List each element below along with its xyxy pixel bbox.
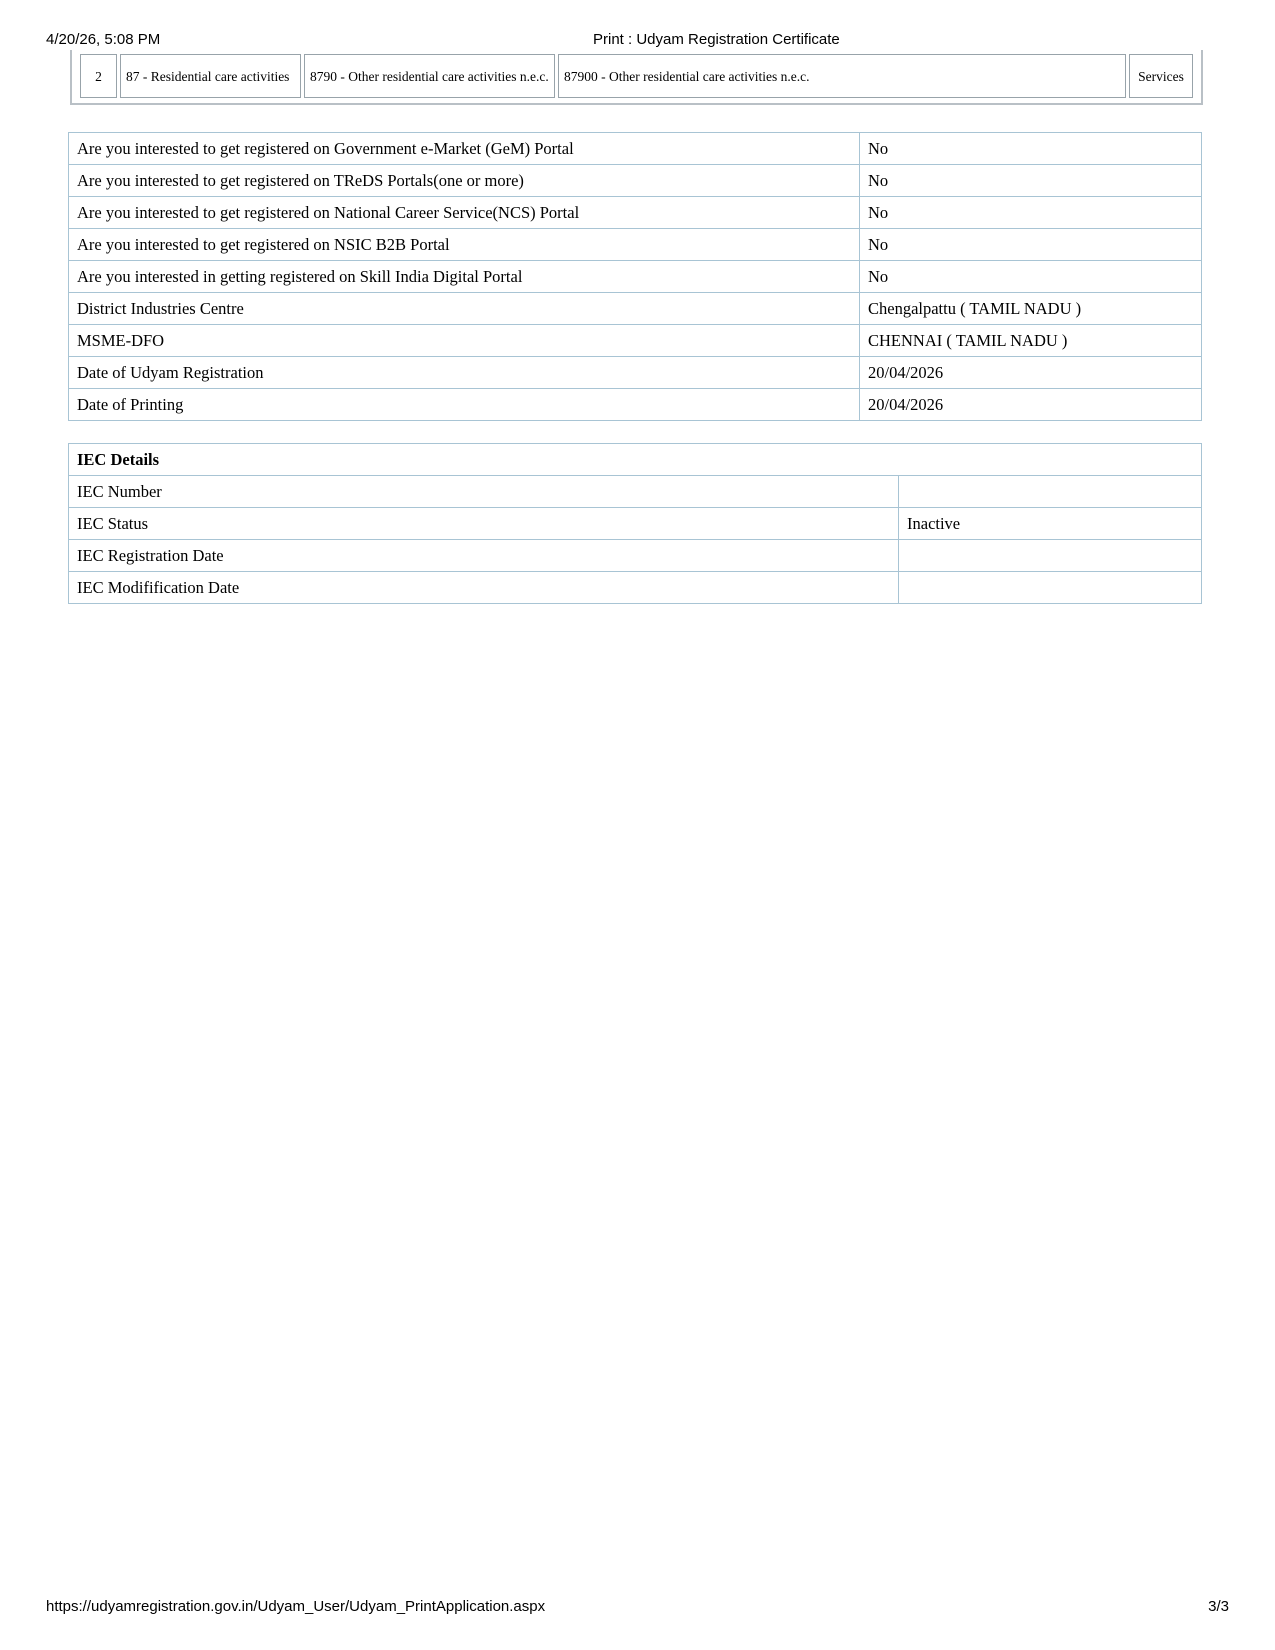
registration-details-table bbox=[68, 132, 1202, 421]
row-value: Inactive bbox=[899, 508, 1202, 540]
row-value: 20/04/2026 bbox=[860, 389, 1202, 421]
table-row bbox=[69, 165, 1202, 197]
row-value: No bbox=[860, 165, 1202, 197]
nic-activity-table bbox=[70, 50, 1203, 105]
row-value bbox=[899, 476, 1202, 508]
table-row bbox=[69, 357, 1202, 389]
row-label: Are you interested in getting registered on Skill India Digital Portal bbox=[69, 261, 860, 293]
table-row bbox=[69, 508, 1202, 540]
table-row bbox=[69, 389, 1202, 421]
table-row bbox=[69, 229, 1202, 261]
row-value bbox=[899, 572, 1202, 604]
row-value bbox=[899, 540, 1202, 572]
table-row bbox=[69, 197, 1202, 229]
nic-5digit-cell: 87900 - Other residential care activities n.e.c. bbox=[558, 54, 1126, 98]
table-row bbox=[69, 540, 1202, 572]
row-label: Date of Udyam Registration bbox=[69, 357, 860, 389]
row-label: Are you interested to get registered on National Career Service(NCS) Portal bbox=[69, 197, 860, 229]
row-value: Chengalpattu ( TAMIL NADU ) bbox=[860, 293, 1202, 325]
table-row bbox=[69, 572, 1202, 604]
table-row bbox=[69, 476, 1202, 508]
table-row bbox=[69, 444, 1202, 476]
row-value: No bbox=[860, 197, 1202, 229]
iec-details-table bbox=[68, 443, 1202, 604]
table-row bbox=[69, 261, 1202, 293]
row-value: No bbox=[860, 133, 1202, 165]
row-label: Are you interested to get registered on NSIC B2B Portal bbox=[69, 229, 860, 261]
table-row bbox=[69, 325, 1202, 357]
row-label: IEC Modifification Date bbox=[69, 572, 899, 604]
nic-activity-cell: Services bbox=[1129, 54, 1193, 98]
footer-url: https://udyamregistration.gov.in/Udyam_User/Udyam_PrintApplication.aspx bbox=[46, 1598, 546, 1615]
print-footer bbox=[46, 1598, 1229, 1615]
nic-serial-cell: 2 bbox=[80, 54, 117, 98]
row-label: Date of Printing bbox=[69, 389, 860, 421]
iec-details-heading: IEC Details bbox=[69, 444, 1202, 476]
page-title: Print : Udyam Registration Certificate bbox=[593, 31, 840, 48]
row-value: 20/04/2026 bbox=[860, 357, 1202, 389]
nic-2digit-cell: 87 - Residential care activities bbox=[120, 54, 301, 98]
row-label: IEC Status bbox=[69, 508, 899, 540]
table-row bbox=[69, 133, 1202, 165]
row-label: IEC Number bbox=[69, 476, 899, 508]
row-label: District Industries Centre bbox=[69, 293, 860, 325]
row-label: Are you interested to get registered on TReDS Portals(one or more) bbox=[69, 165, 860, 197]
row-label: MSME-DFO bbox=[69, 325, 860, 357]
row-value: CHENNAI ( TAMIL NADU ) bbox=[860, 325, 1202, 357]
print-datetime: 4/20/26, 5:08 PM bbox=[46, 31, 161, 48]
row-value: No bbox=[860, 261, 1202, 293]
row-label: Are you interested to get registered on Government e-Market (GeM) Portal bbox=[69, 133, 860, 165]
table-row bbox=[69, 293, 1202, 325]
page-number: 3/3 bbox=[1208, 1598, 1229, 1615]
nic-4digit-cell: 8790 - Other residential care activities n.e.c. bbox=[304, 54, 555, 98]
row-value: No bbox=[860, 229, 1202, 261]
row-label: IEC Registration Date bbox=[69, 540, 899, 572]
